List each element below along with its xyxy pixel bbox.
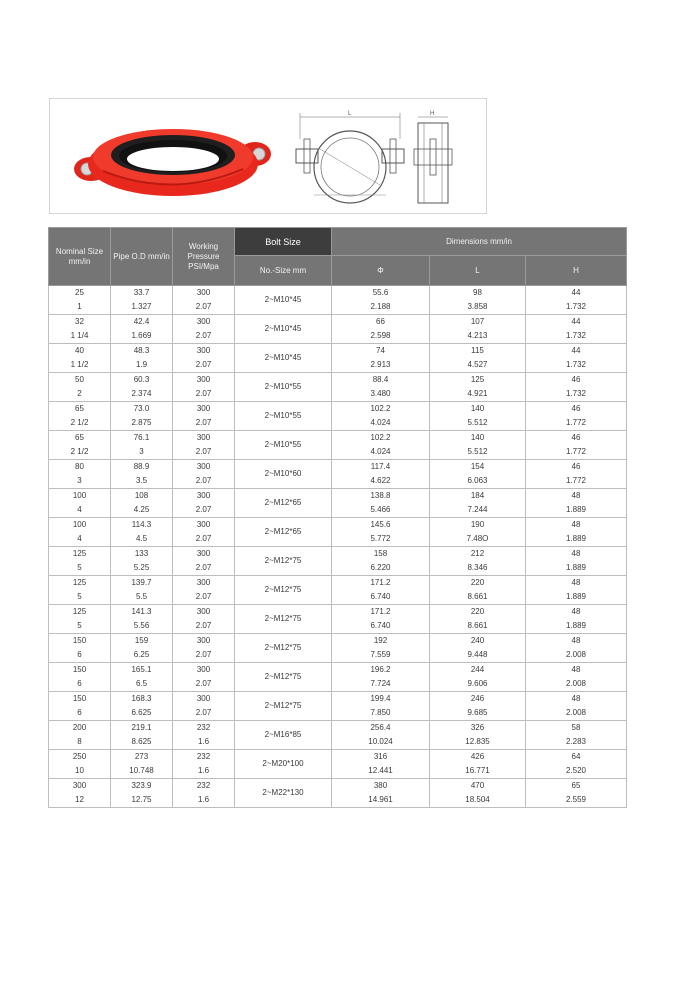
nominal-size-in: 4: [49, 503, 111, 518]
pipe-od-in: 1.327: [111, 300, 173, 315]
pipe-od-mm: 165.1: [111, 663, 173, 678]
pipe-od-mm: 76.1: [111, 431, 173, 446]
h-mm: 48: [526, 547, 627, 562]
table-row: [49, 619, 627, 634]
l-in: 4.921: [430, 387, 526, 402]
h-mm: 44: [526, 344, 627, 359]
phi-in: 4.622: [332, 474, 430, 489]
pressure-psi: 300: [173, 286, 235, 301]
phi-in: 7.559: [332, 648, 430, 663]
table-row: [49, 677, 627, 692]
pipe-od-in: 6.25: [111, 648, 173, 663]
pressure-mpa: 2.07: [173, 503, 235, 518]
nominal-size-mm: 125: [49, 576, 111, 591]
bolt-size: 2~M16*85: [235, 721, 332, 750]
table-row: [49, 706, 627, 721]
pipe-od-mm: 73.0: [111, 402, 173, 417]
pressure-psi: 300: [173, 547, 235, 562]
table-row: [49, 315, 627, 330]
pipe-od-mm: 108: [111, 489, 173, 504]
nominal-size-mm: 32: [49, 315, 111, 330]
nominal-size-in: 8: [49, 735, 111, 750]
phi-mm: 117.4: [332, 460, 430, 475]
pressure-mpa: 2.07: [173, 532, 235, 547]
pipe-od-in: 4.5: [111, 532, 173, 547]
table-row: [49, 721, 627, 736]
table-row: [49, 300, 627, 315]
bolt-size: 2~M12*65: [235, 489, 332, 518]
pipe-od-in: 5.56: [111, 619, 173, 634]
h-in: 2.283: [526, 735, 627, 750]
l-in: 4.527: [430, 358, 526, 373]
pressure-psi: 300: [173, 489, 235, 504]
l-mm: 470: [430, 779, 526, 794]
h-in: 2.008: [526, 706, 627, 721]
table-row: [49, 373, 627, 388]
nominal-size-in: 6: [49, 677, 111, 692]
header-dimensions: Dimensions mm/in: [332, 228, 627, 256]
pipe-od-mm: 114.3: [111, 518, 173, 533]
bolt-size: 2~M12*75: [235, 576, 332, 605]
header-phi: Φ: [332, 256, 430, 286]
table-row: [49, 358, 627, 373]
l-in: 5.512: [430, 445, 526, 460]
phi-mm: 102.2: [332, 402, 430, 417]
table-row: [49, 474, 627, 489]
phi-in: 5.772: [332, 532, 430, 547]
h-mm: 46: [526, 460, 627, 475]
drawing-label-h: H: [430, 111, 435, 117]
h-in: 1.889: [526, 503, 627, 518]
phi-mm: 74: [332, 344, 430, 359]
spec-table: [48, 227, 627, 808]
table-row: [49, 416, 627, 431]
pressure-mpa: 2.07: [173, 706, 235, 721]
table-row: [49, 590, 627, 605]
h-in: 1.889: [526, 532, 627, 547]
pipe-od-in: 6.5: [111, 677, 173, 692]
phi-in: 14.961: [332, 793, 430, 808]
pipe-od-mm: 88.9: [111, 460, 173, 475]
table-row: [49, 402, 627, 417]
bolt-size: 2~M20*100: [235, 750, 332, 779]
h-in: 1.772: [526, 416, 627, 431]
table-row: [49, 692, 627, 707]
bolt-size: 2~M10*45: [235, 315, 332, 344]
pipe-od-in: 4.25: [111, 503, 173, 518]
pressure-psi: 300: [173, 634, 235, 649]
pressure-mpa: 2.07: [173, 445, 235, 460]
product-image-panel: [49, 98, 487, 214]
pipe-od-in: 8.625: [111, 735, 173, 750]
nominal-size-mm: 125: [49, 605, 111, 620]
l-in: 3.858: [430, 300, 526, 315]
pipe-od-mm: 133: [111, 547, 173, 562]
phi-in: 7.850: [332, 706, 430, 721]
l-mm: 140: [430, 431, 526, 446]
h-mm: 44: [526, 286, 627, 301]
nominal-size-mm: 150: [49, 634, 111, 649]
pressure-psi: 300: [173, 692, 235, 707]
l-in: 6.063: [430, 474, 526, 489]
phi-mm: 380: [332, 779, 430, 794]
phi-mm: 102.2: [332, 431, 430, 446]
nominal-size-mm: 200: [49, 721, 111, 736]
header-bolt-size: Bolt Size: [235, 228, 332, 256]
table-row: [49, 605, 627, 620]
phi-mm: 145.6: [332, 518, 430, 533]
table-row: [49, 561, 627, 576]
nominal-size-in: 6: [49, 648, 111, 663]
l-mm: 154: [430, 460, 526, 475]
h-mm: 48: [526, 692, 627, 707]
pressure-psi: 232: [173, 779, 235, 794]
h-in: 1.889: [526, 561, 627, 576]
phi-in: 7.724: [332, 677, 430, 692]
header-pipe-od: Pipe O.D mm/in: [111, 228, 173, 286]
pressure-psi: 300: [173, 605, 235, 620]
side-view-drawing: [408, 109, 458, 209]
pressure-mpa: 2.07: [173, 300, 235, 315]
nominal-size-in: 5: [49, 590, 111, 605]
nominal-size-mm: 65: [49, 431, 111, 446]
h-mm: 48: [526, 576, 627, 591]
phi-mm: 316: [332, 750, 430, 765]
l-mm: 125: [430, 373, 526, 388]
nominal-size-in: 4: [49, 532, 111, 547]
table-row: [49, 286, 627, 301]
h-mm: 48: [526, 489, 627, 504]
pipe-od-mm: 141.3: [111, 605, 173, 620]
pipe-od-in: 5.5: [111, 590, 173, 605]
table-row: [49, 547, 627, 562]
pressure-psi: 300: [173, 344, 235, 359]
pipe-od-in: 10.748: [111, 764, 173, 779]
table-row: [49, 503, 627, 518]
drawing-label-l: L: [348, 111, 352, 117]
pipe-od-mm: 60.3: [111, 373, 173, 388]
pressure-psi: 232: [173, 721, 235, 736]
h-mm: 64: [526, 750, 627, 765]
nominal-size-mm: 300: [49, 779, 111, 794]
phi-mm: 256.4: [332, 721, 430, 736]
h-mm: 46: [526, 431, 627, 446]
pressure-mpa: 2.07: [173, 677, 235, 692]
l-mm: 184: [430, 489, 526, 504]
pressure-mpa: 2.07: [173, 474, 235, 489]
pipe-od-mm: 42.4: [111, 315, 173, 330]
phi-mm: 171.2: [332, 605, 430, 620]
table-row: [49, 576, 627, 591]
nominal-size-in: 2: [49, 387, 111, 402]
l-mm: 220: [430, 605, 526, 620]
l-in: 8.661: [430, 619, 526, 634]
pipe-od-in: 5.25: [111, 561, 173, 576]
pressure-psi: 300: [173, 663, 235, 678]
nominal-size-in: 2 1/2: [49, 416, 111, 431]
nominal-size-mm: 125: [49, 547, 111, 562]
phi-mm: 196.2: [332, 663, 430, 678]
bolt-size: 2~M12*75: [235, 634, 332, 663]
bolt-size: 2~M12*75: [235, 547, 332, 576]
pipe-od-in: 1.669: [111, 329, 173, 344]
nominal-size-in: 5: [49, 619, 111, 634]
header-nominal-size: Nominal Size mm/in: [49, 228, 111, 286]
h-in: 1.772: [526, 474, 627, 489]
nominal-size-mm: 50: [49, 373, 111, 388]
pipe-od-in: 2.875: [111, 416, 173, 431]
phi-in: 2.598: [332, 329, 430, 344]
bolt-size: 2~M10*55: [235, 402, 332, 431]
pressure-psi: 232: [173, 750, 235, 765]
pipe-od-mm: 159: [111, 634, 173, 649]
pipe-od-mm: 139.7: [111, 576, 173, 591]
pressure-psi: 300: [173, 518, 235, 533]
l-in: 7.48O: [430, 532, 526, 547]
l-mm: 115: [430, 344, 526, 359]
phi-in: 3.480: [332, 387, 430, 402]
bolt-size: 2~M12*75: [235, 605, 332, 634]
h-in: 1.732: [526, 358, 627, 373]
h-mm: 44: [526, 315, 627, 330]
pressure-mpa: 2.07: [173, 387, 235, 402]
bolt-size: 2~M10*45: [235, 344, 332, 373]
table-row: [49, 750, 627, 765]
pressure-mpa: 1.6: [173, 735, 235, 750]
h-mm: 46: [526, 402, 627, 417]
nominal-size-in: 2 1/2: [49, 445, 111, 460]
pressure-psi: 300: [173, 402, 235, 417]
nominal-size-in: 10: [49, 764, 111, 779]
l-mm: 220: [430, 576, 526, 591]
l-in: 9.685: [430, 706, 526, 721]
pipe-od-in: 6.625: [111, 706, 173, 721]
bolt-size: 2~M22*130: [235, 779, 332, 808]
h-mm: 48: [526, 663, 627, 678]
h-in: 1.889: [526, 619, 627, 634]
phi-mm: 158: [332, 547, 430, 562]
h-mm: 46: [526, 373, 627, 388]
phi-in: 4.024: [332, 445, 430, 460]
pressure-psi: 300: [173, 460, 235, 475]
l-in: 5.512: [430, 416, 526, 431]
l-mm: 98: [430, 286, 526, 301]
h-in: 2.008: [526, 677, 627, 692]
pipe-od-mm: 33.7: [111, 286, 173, 301]
pressure-mpa: 2.07: [173, 619, 235, 634]
pressure-psi: 300: [173, 576, 235, 591]
table-row: [49, 445, 627, 460]
phi-mm: 88.4: [332, 373, 430, 388]
pressure-mpa: 2.07: [173, 358, 235, 373]
pipe-od-in: 1.9: [111, 358, 173, 373]
bolt-size: 2~M12*75: [235, 663, 332, 692]
nominal-size-mm: 40: [49, 344, 111, 359]
h-in: 2.559: [526, 793, 627, 808]
pressure-mpa: 1.6: [173, 764, 235, 779]
phi-mm: 199.4: [332, 692, 430, 707]
pressure-mpa: 2.07: [173, 561, 235, 576]
table-row: [49, 793, 627, 808]
h-in: 1.889: [526, 590, 627, 605]
table-row: [49, 387, 627, 402]
l-mm: 190: [430, 518, 526, 533]
l-in: 16.771: [430, 764, 526, 779]
h-in: 1.732: [526, 387, 627, 402]
l-in: 18.504: [430, 793, 526, 808]
front-view-drawing: [280, 109, 420, 209]
h-mm: 58: [526, 721, 627, 736]
pressure-psi: 300: [173, 431, 235, 446]
nominal-size-in: 12: [49, 793, 111, 808]
l-mm: 212: [430, 547, 526, 562]
h-in: 1.732: [526, 329, 627, 344]
table-row: [49, 431, 627, 446]
h-mm: 48: [526, 518, 627, 533]
table-row: [49, 489, 627, 504]
phi-mm: 55.6: [332, 286, 430, 301]
pressure-mpa: 2.07: [173, 590, 235, 605]
nominal-size-in: 3: [49, 474, 111, 489]
nominal-size-mm: 100: [49, 489, 111, 504]
phi-in: 2.913: [332, 358, 430, 373]
pipe-od-in: 12.75: [111, 793, 173, 808]
l-mm: 246: [430, 692, 526, 707]
h-in: 2.008: [526, 648, 627, 663]
bolt-size: 2~M12*65: [235, 518, 332, 547]
phi-in: 6.740: [332, 619, 430, 634]
h-mm: 48: [526, 634, 627, 649]
l-mm: 426: [430, 750, 526, 765]
header-h: H: [526, 256, 627, 286]
pressure-psi: 300: [173, 315, 235, 330]
nominal-size-in: 5: [49, 561, 111, 576]
nominal-size-mm: 250: [49, 750, 111, 765]
l-mm: 240: [430, 634, 526, 649]
pipe-od-in: 3: [111, 445, 173, 460]
pipe-od-in: 2.374: [111, 387, 173, 402]
bolt-size: 2~M10*45: [235, 286, 332, 315]
pipe-od-mm: 219.1: [111, 721, 173, 736]
pipe-od-mm: 168.3: [111, 692, 173, 707]
h-in: 2.520: [526, 764, 627, 779]
pipe-od-mm: 48.3: [111, 344, 173, 359]
phi-mm: 138.8: [332, 489, 430, 504]
pressure-mpa: 1.6: [173, 793, 235, 808]
phi-in: 5.466: [332, 503, 430, 518]
table-row: [49, 344, 627, 359]
bolt-size: 2~M10*60: [235, 460, 332, 489]
nominal-size-mm: 80: [49, 460, 111, 475]
spec-table-body: [49, 286, 627, 808]
nominal-size-in: 1 1/4: [49, 329, 111, 344]
table-row: [49, 735, 627, 750]
header-bolt-sub: No.-Size mm: [235, 256, 332, 286]
l-in: 8.346: [430, 561, 526, 576]
coupling-photo: [73, 119, 273, 199]
header-working-pressure: Working Pressure PSI/Mpa: [173, 228, 235, 286]
table-row: [49, 518, 627, 533]
nominal-size-in: 1: [49, 300, 111, 315]
pressure-psi: 300: [173, 373, 235, 388]
nominal-size-mm: 65: [49, 402, 111, 417]
phi-in: 10.024: [332, 735, 430, 750]
table-row: [49, 779, 627, 794]
table-row: [49, 663, 627, 678]
phi-in: 4.024: [332, 416, 430, 431]
bolt-size: 2~M12*75: [235, 692, 332, 721]
l-in: 12.835: [430, 735, 526, 750]
phi-mm: 171.2: [332, 576, 430, 591]
h-mm: 48: [526, 605, 627, 620]
phi-in: 12.441: [332, 764, 430, 779]
pressure-mpa: 2.07: [173, 648, 235, 663]
l-in: 7.244: [430, 503, 526, 518]
h-in: 1.772: [526, 445, 627, 460]
l-mm: 107: [430, 315, 526, 330]
nominal-size-mm: 100: [49, 518, 111, 533]
l-in: 9.606: [430, 677, 526, 692]
bolt-size: 2~M10*55: [235, 373, 332, 402]
header-l: L: [430, 256, 526, 286]
phi-mm: 66: [332, 315, 430, 330]
nominal-size-in: 6: [49, 706, 111, 721]
nominal-size-mm: 150: [49, 692, 111, 707]
nominal-size-mm: 150: [49, 663, 111, 678]
nominal-size-mm: 25: [49, 286, 111, 301]
table-row: [49, 648, 627, 663]
l-in: 4.213: [430, 329, 526, 344]
pipe-od-mm: 323.9: [111, 779, 173, 794]
l-in: 9.448: [430, 648, 526, 663]
phi-in: 6.220: [332, 561, 430, 576]
table-row: [49, 764, 627, 779]
pressure-mpa: 2.07: [173, 416, 235, 431]
l-mm: 244: [430, 663, 526, 678]
nominal-size-in: 1 1/2: [49, 358, 111, 373]
phi-in: 6.740: [332, 590, 430, 605]
pressure-mpa: 2.07: [173, 329, 235, 344]
pipe-od-in: 3.5: [111, 474, 173, 489]
table-row: [49, 329, 627, 344]
table-row: [49, 634, 627, 649]
pipe-od-mm: 273: [111, 750, 173, 765]
table-row: [49, 532, 627, 547]
bolt-size: 2~M10*55: [235, 431, 332, 460]
phi-mm: 192: [332, 634, 430, 649]
h-in: 1.732: [526, 300, 627, 315]
h-mm: 65: [526, 779, 627, 794]
l-mm: 326: [430, 721, 526, 736]
l-mm: 140: [430, 402, 526, 417]
l-in: 8.661: [430, 590, 526, 605]
phi-in: 2.188: [332, 300, 430, 315]
table-row: [49, 460, 627, 475]
